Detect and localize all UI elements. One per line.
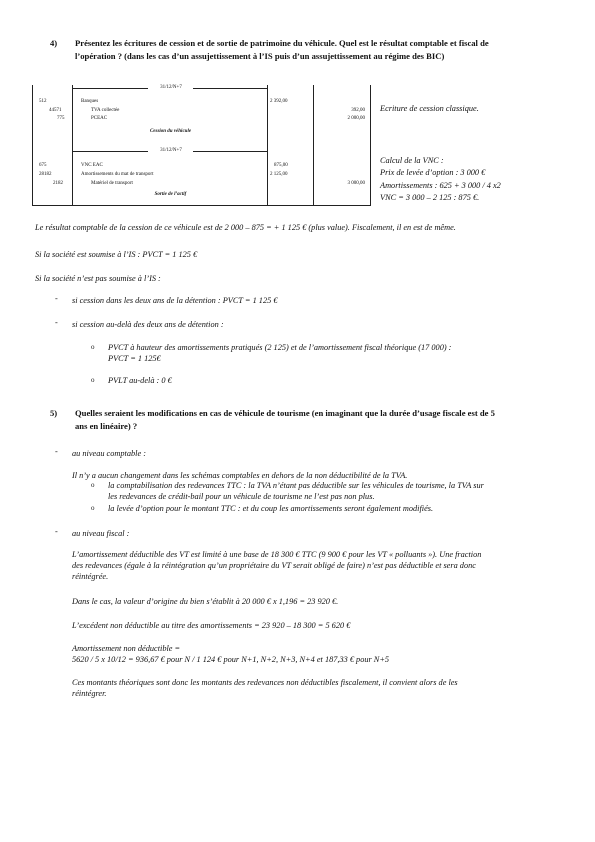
credit-amount: 392,00 bbox=[351, 108, 365, 113]
dash-bullet: - bbox=[55, 318, 58, 327]
debit-amount: 875,00 bbox=[274, 163, 288, 168]
journal-entry-table bbox=[32, 85, 371, 206]
dash-bullet: - bbox=[55, 294, 58, 303]
is-paragraph: Si la société est soumise à l’IS : PVCT = 1 125 € bbox=[35, 250, 198, 259]
account-label: Matériel de transport bbox=[91, 181, 133, 186]
circle-bullet: o bbox=[91, 376, 95, 384]
fiscal-paragraph bbox=[72, 677, 568, 699]
account-label: Banques bbox=[81, 99, 99, 104]
side-note-classic: Ecriture de cession classique. bbox=[380, 104, 479, 113]
circle-item: PVLT au-delà : 0 € bbox=[108, 376, 172, 385]
entry-date: 31/12/N+7 bbox=[160, 85, 182, 90]
paragraph-line: réintégrée. bbox=[72, 572, 109, 581]
circle-item: la levée d’option pour le montant TTC : et du coup les amortissements seront également modifiés. bbox=[108, 504, 434, 513]
entry-caption: Sortie de l’actif bbox=[154, 192, 187, 197]
vnc-line: VNC = 3 000 – 2 125 : 875 €. bbox=[380, 192, 480, 202]
circle-item-line: PVCT = 1 125€ bbox=[108, 354, 161, 363]
vnc-line: Amortissements : 625 + 3 000 / 4 x2 bbox=[380, 180, 501, 190]
question-5 bbox=[50, 407, 570, 432]
result-paragraph: Le résultat comptable de la cession de ce véhicule est de 2 000 – 875 = + 1 125 € (plus value). Fiscalement, il en est de même. bbox=[35, 223, 456, 232]
dash-bullet: - bbox=[55, 527, 58, 536]
account-number: 512 bbox=[39, 99, 47, 104]
credit-amount: 3 000,00 bbox=[347, 181, 365, 186]
debit-amount: 2 125,00 bbox=[270, 172, 288, 177]
circle-item-line: PVCT à hauteur des amortissements pratiqués (2 125) et de l’amortissement fiscal théorique (17 000) : bbox=[108, 343, 452, 352]
section-heading-comptable: au niveau comptable : bbox=[72, 449, 146, 458]
credit-amount: 2 000,00 bbox=[347, 116, 365, 121]
question-4 bbox=[50, 37, 570, 62]
paragraph-line: 5620 / 5 x 10/12 = 936,67 € pour N / 1 124 € pour N+1, N+2, N+3, N+4 et 187,33 € pour N+5 bbox=[72, 655, 390, 664]
circle-item bbox=[108, 480, 484, 502]
circle-bullet: o bbox=[91, 504, 95, 512]
account-number: 675 bbox=[39, 163, 47, 168]
account-label: TVA collectée bbox=[91, 108, 120, 113]
not-is-paragraph: Si la société n’est pas soumise à l’IS : bbox=[35, 274, 161, 283]
account-number: 2182 bbox=[53, 181, 63, 186]
section-heading-fiscal: au niveau fiscal : bbox=[72, 529, 130, 538]
circle-item bbox=[108, 342, 451, 364]
fiscal-paragraph: Dans le cas, la valeur d’origine du bien s’établit à 20 000 € x 1,196 = 23 920 €. bbox=[72, 597, 339, 606]
vnc-line: Calcul de la VNC : bbox=[380, 156, 444, 165]
account-label: Amortissements du mat de transport bbox=[81, 172, 154, 177]
vnc-line: Prix de levée d’option : 3 000 € bbox=[380, 168, 486, 178]
account-label: PCEAC bbox=[91, 116, 108, 121]
fiscal-paragraph bbox=[72, 549, 568, 582]
question-line: l’opération ? (dans les cas d’un assujettissement à l’IS puis d’un assujettissement au régime des BIC) bbox=[75, 50, 445, 61]
fiscal-paragraph bbox=[72, 643, 389, 665]
account-number: 775 bbox=[57, 116, 65, 121]
circle-bullet: o bbox=[91, 343, 95, 351]
entry-caption: Cession du véhicule bbox=[149, 129, 192, 134]
entry-date: 31/12/N+7 bbox=[160, 148, 182, 153]
question-line: Présentez les écritures de cession et de sortie de patrimoine du véhicule. Quel est le résultat comptable et fiscal de bbox=[75, 38, 489, 48]
dash-item: si cession dans les deux ans de la détention : PVCT = 1 125 € bbox=[72, 296, 278, 305]
fiscal-paragraph: L’excédent non déductible au titre des amortissements = 23 920 – 18 300 = 5 620 € bbox=[72, 621, 351, 630]
question-number: 4) bbox=[50, 38, 58, 48]
comptable-intro: Il n’y a aucun changement dans les schémas comptables en dehors de la non déductibilité de la TVA. bbox=[72, 471, 408, 480]
circle-bullet: o bbox=[91, 481, 95, 489]
account-number: 44571 bbox=[49, 108, 62, 113]
paragraph-line: réintégrer. bbox=[72, 689, 107, 698]
dash-item: si cession au-delà des deux ans de détention : bbox=[72, 320, 224, 329]
paragraph-line: Ces montants théoriques sont donc les montants des redevances non déductibles fiscalement, il convient alors de les bbox=[72, 678, 458, 687]
question-number: 5) bbox=[50, 408, 58, 418]
question-line: Quelles seraient les modifications en cas de véhicule de tourisme (en imaginant que la durée d’usage fiscale est de 5 bbox=[75, 408, 495, 418]
debit-amount: 2 392,00 bbox=[270, 99, 288, 104]
paragraph-line: L’amortissement déductible des VT est limité à une base de 18 300 € TTC (9 900 € pour les VT « polluants »). Une fraction bbox=[72, 550, 482, 559]
account-number: 28182 bbox=[39, 172, 52, 177]
circle-item-line: les redevances de crédit-bail pour un véhicule de tourisme ne l’est pas non plus. bbox=[108, 492, 375, 501]
account-label: VNC EAC bbox=[81, 163, 103, 168]
circle-item-line: la comptabilisation des redevances TTC : la TVA n’étant pas déductible sur les véhicules de tourisme, la TVA sur bbox=[108, 481, 484, 490]
paragraph-line: Amortissement non déductible = bbox=[72, 644, 181, 653]
side-note-vnc bbox=[380, 155, 501, 204]
question-line: ans en linéaire) ? bbox=[75, 420, 138, 431]
dash-bullet: - bbox=[55, 447, 58, 456]
paragraph-line: des redevances (égale à la réintégration qu’un propriétaire du VT serait obligé de faire) n’est pas déductible et sera donc bbox=[72, 561, 476, 570]
